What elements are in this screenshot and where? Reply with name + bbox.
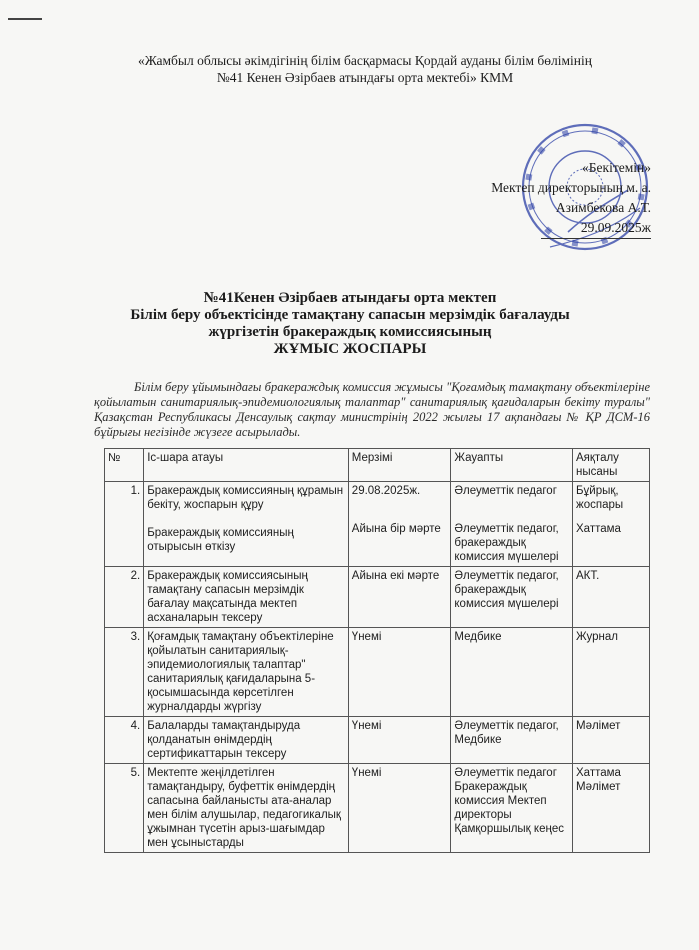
header-name: Іс-шара атауы xyxy=(144,449,349,482)
row-completion-form: Журнал xyxy=(573,628,650,717)
row-term: Айына екі мәрте xyxy=(348,567,451,628)
work-plan-table xyxy=(104,448,650,853)
row-activity xyxy=(144,482,349,567)
table-row xyxy=(105,628,650,717)
term-part-b: Айына бір мәрте xyxy=(351,523,441,535)
row-activity: Бракераждық комиссиясының тамақтану сапасын мерзімдік бағалау мақсатында мектеп асханаларын тексеру xyxy=(144,567,349,628)
approve-word: «Бекітемін» xyxy=(582,160,651,175)
responsible-part-a: Әлеуметтік педагог xyxy=(454,485,557,497)
activity-part-a: Бракераждық комиссияның құрамын бекіту, жоспарын құру xyxy=(147,485,344,511)
intro-paragraph: Білім беру ұйымындағы бракераждық комиссия жұмысы "Қоғамдық тамақтану объектілеріне қойылатын санитариялық-эпидемиологиялық талаптар" санитариялық қағидаларын бекіту туралы" Қазақстан Республикасы Денсаулық сақтау министрінің 2022 жылғы 17 ақпандағы № ҚР ДСМ-16 бұйрығы негізінде жүзеге асырылады. xyxy=(94,380,650,439)
approval-block xyxy=(421,158,651,239)
term-part-a: 29.08.2025ж. xyxy=(351,485,421,497)
row-responsible xyxy=(451,482,573,567)
row-activity: Қоғамдық тамақтану объектілеріне қойылатын санитариялық-эпидемиологиялық талаптар" санитариялық қағидаларына 5-қосымшасында көрсетілген журналдарды жүргізу xyxy=(144,628,349,717)
row-completion-form xyxy=(573,482,650,567)
row-activity: Балаларды тамақтандыруда қолданатын өнімдердің сертификаттарын тексеру xyxy=(144,717,349,764)
row-activity: Мектепте жеңілдетілген тамақтандыру, буфеттік өнімдердің сапасына байланысты ата-аналар мен білім алушылар, педагогикалық ұжымнан түсетін арыз-шағымдар мен ұсыныстарды xyxy=(144,764,349,853)
table-row xyxy=(105,717,650,764)
header-completion-form: Аяқталу нысаны xyxy=(573,449,650,482)
document-title xyxy=(100,290,600,358)
header-no: № xyxy=(105,449,144,482)
row-responsible: Әлеуметтік педагог, бракераждық комиссия мүшелері xyxy=(451,567,573,628)
header-responsible: Жауапты xyxy=(451,449,573,482)
row-term: Үнемі xyxy=(348,764,451,853)
table-row xyxy=(105,567,650,628)
margin-mark xyxy=(8,18,42,20)
header-term: Мерзімі xyxy=(348,449,451,482)
title-line-3: жүргізетін бракераждық комиссиясының xyxy=(208,324,492,340)
responsible-part-b: Әлеуметтік педагог, бракераждық комиссия мүшелері xyxy=(454,523,559,563)
row-completion-form: АКТ. xyxy=(573,567,650,628)
title-line-2: Білім беру объектісінде тамақтану сапасын мерзімдік бағалауды xyxy=(130,307,570,323)
approver-name: Азимбекова А.Т. xyxy=(555,200,651,215)
row-term: Үнемі xyxy=(348,628,451,717)
row-number: 5. xyxy=(105,764,144,853)
row-responsible: Медбике xyxy=(451,628,573,717)
row-responsible: Әлеуметтік педагог, Медбике xyxy=(451,717,573,764)
row-responsible: Әлеуметтік педагог Бракераждық комиссия Мектеп директоры Қамқоршылық кеңес xyxy=(451,764,573,853)
table-header-row xyxy=(105,449,650,482)
title-line-1: №41Кенен Әзірбаев атындағы орта мектеп xyxy=(203,290,497,306)
row-term xyxy=(348,482,451,567)
approval-date: 29.09.2025ж xyxy=(541,218,651,239)
approver-position: Мектеп директорының м. а. xyxy=(491,180,651,195)
form-part-b: Хаттама xyxy=(576,523,621,535)
table-row xyxy=(105,482,650,567)
title-line-4: ЖҰМЫС ЖОСПАРЫ xyxy=(273,341,427,357)
row-number: 1. xyxy=(105,482,144,567)
row-number: 4. xyxy=(105,717,144,764)
row-number: 2. xyxy=(105,567,144,628)
row-term: Үнемі xyxy=(348,717,451,764)
row-completion-form: Хаттама Мәлімет xyxy=(573,764,650,853)
header-line-1: «Жамбыл облысы әкімдігінің білім басқармасы Қордай ауданы білім бөлімінің xyxy=(138,53,592,68)
form-part-a: Бұйрық, жоспары xyxy=(576,485,624,511)
school-header xyxy=(80,52,650,86)
table-row xyxy=(105,764,650,853)
header-line-2: №41 Кенен Әзірбаев атындағы орта мектебі» КММ xyxy=(216,70,514,85)
row-number: 3. xyxy=(105,628,144,717)
activity-part-b: Бракераждық комиссияның отырысын өткізу xyxy=(147,527,294,553)
row-completion-form: Мәлімет xyxy=(573,717,650,764)
